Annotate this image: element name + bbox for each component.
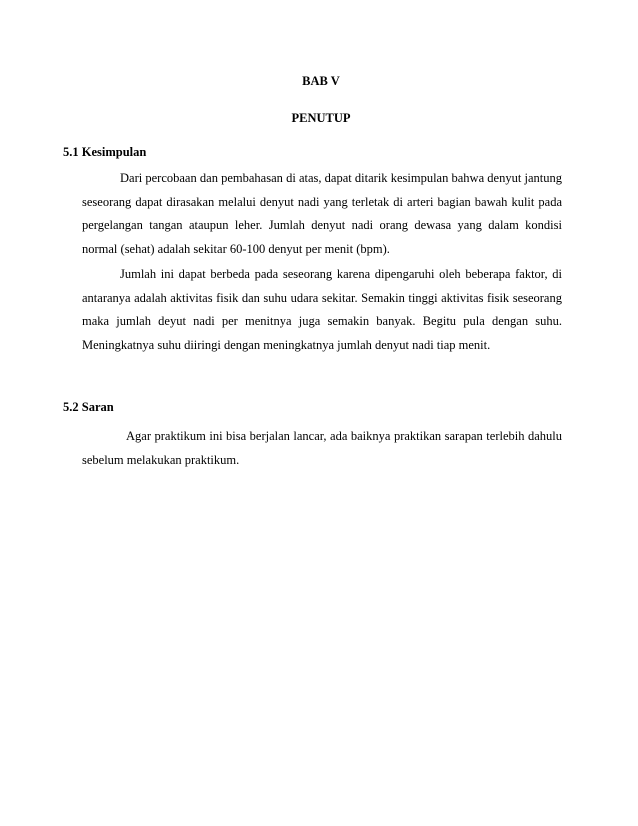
chapter-number: BAB V [302,74,340,88]
section-heading-saran: 5.2 Saran [63,400,114,414]
chapter-title: PENUTUP [291,111,351,125]
paragraph-saran-1: Agar praktikum ini bisa berjalan lancar, ada baiknya praktikan sarapan terlebih dahulu sebelum melakukan praktikum. [82,429,562,467]
section-heading-kesimpulan: 5.1 Kesimpulan [63,145,147,159]
paragraph-kesimpulan-2: Jumlah ini dapat berbeda pada seseorang karena dipengaruhi oleh beberapa faktor, di antaranya adalah aktivitas fisik dan suhu udara sekitar. Semakin tinggi aktivitas fisik seseorang maka jumlah deyut nadi per menitnya juga semakin banyak. Begitu pula dengan suhu. Meningkatnya suhu diiringi dengan meningkatnya jumlah denyut nadi tiap menit. [82,267,562,352]
paragraph-kesimpulan-1: Dari percobaan dan pembahasan di atas, dapat ditarik kesimpulan bahwa denyut jantung seseorang dapat dirasakan melalui denyut nadi yang terletak di arteri bagian bawah kulit pada pergelangan tangan ataupun leher. Jumlah denyut nadi orang dewasa yang dalam kondisi normal (sehat) adalah sekitar 60-100 denyut per menit (bpm). [82,171,562,256]
